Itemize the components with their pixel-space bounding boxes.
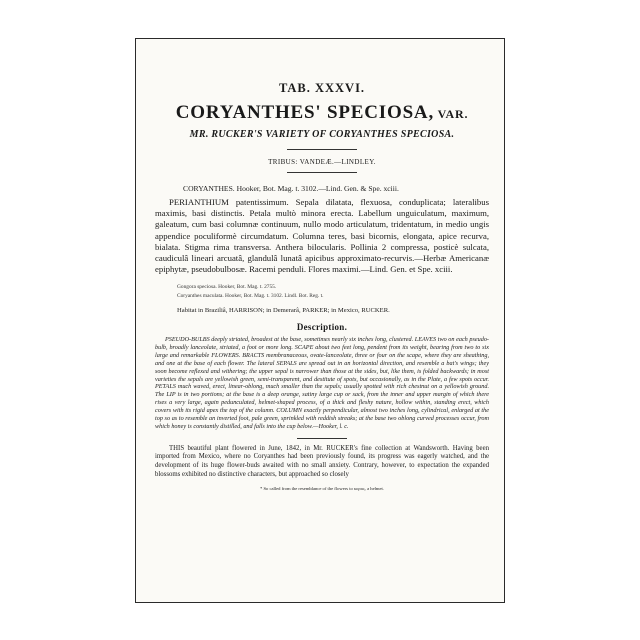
tribus-line: TRIBUS: VANDEÆ.—LINDLEY. xyxy=(268,158,376,166)
footnote: * So called from the resemblance of the flowers to κορυς, a helmet. xyxy=(260,485,384,491)
synonym-list xyxy=(155,283,489,300)
description-heading: Description. xyxy=(296,322,348,333)
page-content xyxy=(155,81,489,491)
page-subtitle: MR. RUCKER'S VARIETY OF CORYANTHES SPECIOSA. xyxy=(189,129,455,140)
document-page xyxy=(135,38,505,603)
page-title xyxy=(155,102,489,124)
plate-number: TAB. XXXVI. xyxy=(278,81,366,95)
divider xyxy=(287,149,357,150)
latin-description: PERIANTHIUM patentissimum. Sepala dilatata, flexuosa, conduplicata; lateralibus maximis, basi distinctis. Petala multò minora erecta. Labellum unguiculatum, maximum, galeatum, cum basi columnæ continuum, nullo modo articulatum, tridentatum, in medio ungis appendice poculiformè circumdatum. Columna teres, basi bicornis, elongata, apice recurva, bialata. Stigma rima transversa. Anthera bilocularis. Pollinia 2 compressa, posticè sulcata, caudiculâ lineari arcuatâ, glandulâ lunatâ apicibus approximato-recurvis.—Herbæ Americanæ epiphytæ, pseudobulbosæ. Racemi penduli. Flores maximi.—Lind. Gen. et Spe. xciii. xyxy=(155,197,489,275)
synonym-entry: Gongora speciosa. Hooker, Bot. Mag. t. 2755. xyxy=(177,284,277,291)
divider xyxy=(287,172,357,173)
divider xyxy=(297,438,347,439)
synonym-entry: Coryanthes maculata. Hooker, Bot. Mag. t. 3102. Lindl. Bot. Reg. t. xyxy=(177,292,324,299)
variety-mark: VAR. xyxy=(434,107,469,121)
narrative-paragraph: THIS beautiful plant flowered in June, 1842, in Mr. RUCKER's fine collection at Wandsworth. Having been imported from Mexico, where no Coryanthes had been previously found, its progress was eagerly watched, and the development of its huge flower-buds awaited with no small anxiety. Contrary, however, to expectation the expanded blossoms exhibited no distinctive characters, but approached so closely xyxy=(155,444,489,478)
habitat-line: Habitat in Braziliâ, HARRISON; in Demerarâ, PARKER; in Mexico, RUCKER. xyxy=(177,307,390,315)
genus-reference: CORYANTHES. Hooker, Bot. Mag. t. 3102.—Lind. Gen. & Spe. xciii. xyxy=(183,184,399,193)
description-body: PSEUDO-BULBS deeply striated, broadest at the base, sometimes nearly six inches long, clustered. LEAVES two on each pseudo-bulb, broadly lanceolate, striated, a foot or more long. SCAPE about two feet long, pendent from its weight, bearing from two to six large and remarkable FLOWERS. BRACTS membranaceous, ovate-lanceolate, three or four on the scape, where they are sheathing, and one at the base of each flower. The lateral SEPALS are spread out in an horizontal direction, and resemble a bat's wings; they soon become reflexed and withering; the upper sepal is narrower than those at the sides, but, like them, is folded backwards; in most varieties the sepals are yellowish green, semi-transparent, and destitute of spots, but occasionally, as in the Plate, a few spots occur. PETALS much waved, erect, linear-oblong, much smaller than the sepals; usually spotted with rich chestnut on a yellowish ground. The LIP is in two portions; at the base is a deep orange, satiny large cup or sack, from the inner and upper margin of which there rises a very large, again pedunculated, helmet-shaped process, of a thick and fleshy nature, hollow within, standing erect, which covers with its rigid apex the top of the column. COLUMN exactly perpendicular, almost two inches long, cylindrical, enlarged at the top so as to resemble an inverted foot, pale green, sprinkled with reddish streaks; at the base two oblong curved processes occur, from which honey is constantly distilled, and falls into the cup below.—Hooker, l. c. xyxy=(155,336,489,430)
species-name: CORYANTHES' SPECIOSA, xyxy=(175,102,435,123)
